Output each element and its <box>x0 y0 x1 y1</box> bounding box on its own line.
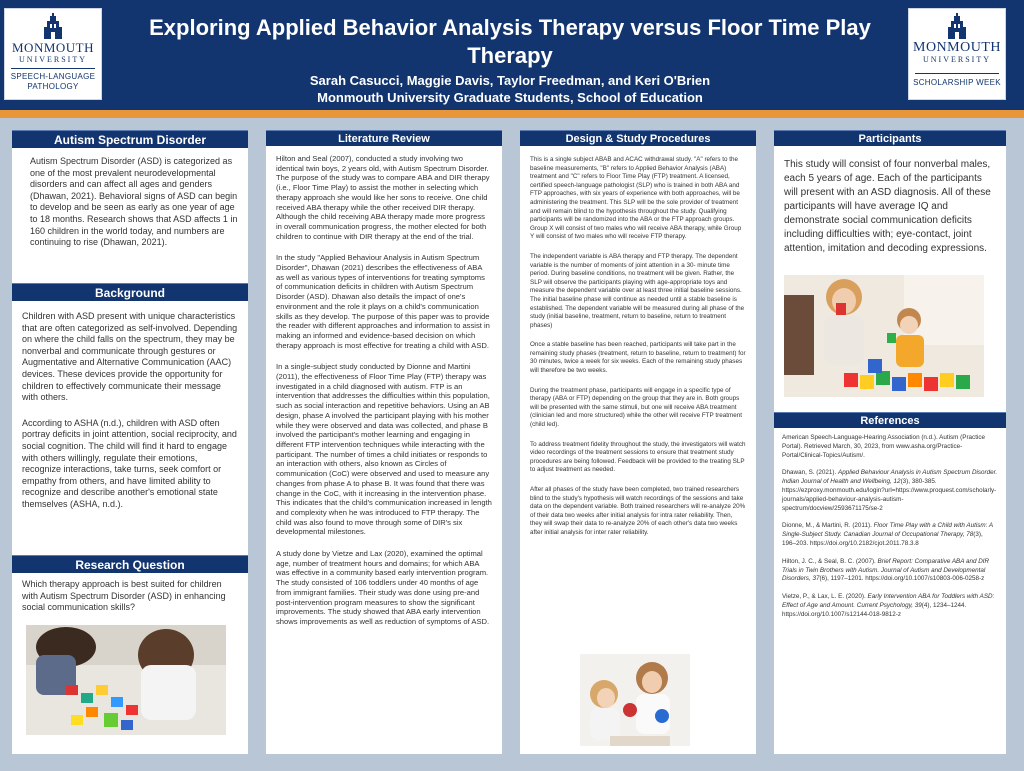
poster-authors: Sarah Casucci, Maggie Davis, Taylor Freedman, and Keri O'Brien <box>309 73 711 88</box>
poster-title: Exploring Applied Behavior Analysis Therapy versus Floor Time Play Therapy <box>149 15 871 68</box>
section-heading-literature-review: Literature Review <box>266 130 502 146</box>
design-paragraph-4: During the treatment phase, participants will engage in a specific type of therapy (ABA or FTP) depending on the group that they are in. Both groups will be presented with the same stimuli, but one will receive ABA treatment (clinician led and more structured) while the other will receive FTP treatment (child led). <box>530 386 742 429</box>
monmouth-scholarship-week-logo <box>908 8 1006 100</box>
background-paragraph-1: Children with ASD present with unique characteristics that are often categorized as self-involved. Depending on where the child falls on the spectrum, they may be nonverbal and communicate through gestures or Augmentative and Alternative Communication (AAC) devices. These devices provide the opportunity for children to effectively communicate their message with others. <box>22 311 238 403</box>
reference-2: Dhawan, S. (2021). Applied Behaviour Analysis in Autism Spectrum Disorder. Indian Journal of Health and Wellbeing, 12(3), 380-385. https://ezproxy.monmouth.edu/login?url=https://www.proquest.com/scholarly-journals/applied-behaviour-analysis-autism-spectrum/docview/2593671175/se-2 <box>782 469 998 512</box>
monmouth-slp-logo <box>4 8 102 100</box>
section-heading-background: Background <box>12 283 248 301</box>
background-paragraph-2: According to ASHA (n.d.), children with ASD often portray deficits in joint attention, social reciprocity, and social cognition. The child will find it hard to engage with others willingly, regulate their emotions, recognize interactions, take turns, seek comfort or empathy from others, and have limited ability to recognize and describe another's emotional state themselves (ASHA, n.d.). <box>22 417 237 509</box>
design-paragraph-2: The independent variable is ABA therapy and FTP therapy. The dependent variable is the number of moments of joint attention in a 30- minute time period. During baseline conditions, no treatment will be given. Rather, the SLP will observe the participants playing with age-appropriate toys and measure the dependent variable over at least three initial baseline sessions. The initial baseline phase will continue as needed until a stable baseline is established. The dependent variable will be measured during all phase of the study (initial baseline, treatment, return to baseline, return to treatment phases) <box>530 252 745 329</box>
design-paragraph-5: To address treatment fidelity throughout the study, the investigators will watch video recordings of the treatment sessions to ensure that treatment study procedures are being followed. Feedback will be provided to the treating SLP to adjust treatment as needed. <box>530 440 746 474</box>
section-heading-research-question: Research Question <box>12 555 248 573</box>
reference-1: American Speech-Language-Hearing Association (n.d.). Autism (Practice Portal). Retrieved March, 30, 2023, from www.asha.org/Practice-Portal/Clinical-Topics/Autism/. <box>782 434 986 459</box>
section-heading-asd: Autism Spectrum Disorder <box>12 130 248 148</box>
mother-child-blocks-photo <box>784 275 984 397</box>
logo-divider <box>915 73 999 74</box>
logo-name: MONMOUTH <box>913 40 1001 55</box>
column-2 <box>266 130 502 754</box>
university-tower-icon <box>42 13 64 39</box>
research-question-text: Which therapy approach is best suited for children with Autism Spectrum Disorder (ASD) in enhancing social communication skills? <box>22 579 226 613</box>
literature-paragraph-3: In a single-subject study conducted by Dionne and Martini (2011), the effectiveness of Floor Time Play (FTP) therapy was investigated in a child diagnosed with autism. FTP is an intervention that addresses the difficulties within this population, such as social interaction and repetitive behaviors. Using an AB design, phase A involved the participant playing with his mother while they were observed and data was collected, and phase B involved the participant's mother learning and engaging in different FTP intervention techniques while interacting with the participant. The number of times a child initiates or responds to an interaction with others, also known as Circles of communication (CoC) were observed and used to measure any changes from phase A to phase B. It was found that there was change in the CoC, with it increasing in the intervention phase. This indicates that the child's communication increased in length and complexity when he was introduced to FTP therapy. The child was also found to move through some of DIR's six developmental milestones. <box>276 362 492 537</box>
reference-3: Dionne, M., & Martini, R. (2011). Floor Time Play with a Child with Autism: A Single-Subject Study. Canadian Journal of Occupational Therapy, 78(3), 196–203. https://doi.org/10.2182/cjot.2011.78.3.8 <box>782 522 993 547</box>
literature-paragraph-4: A study done by Vietze and Lax (2020), examined the optimal age, number of treatment hours and domains; for which ABA was effective in a community based early intervention program. The study consisted of 106 toddlers under 40 months of age from immigrant families. Their study was done using pre-and post-intervention program measures to show the significant improvements. The study showed that ABA early intervention shows improvements as well as reduction of symptoms of ASD. <box>276 549 490 626</box>
poster-affiliation: Monmouth University Graduate Students, School of Education <box>317 90 703 105</box>
logo-university: UNIVERSITY <box>923 55 991 64</box>
section-heading-references: References <box>774 412 1006 428</box>
column-4 <box>774 130 1006 754</box>
participants-text: This study will consist of four nonverbal males, each 5 years of age. Each of the participants will present with an ASD diagnosis. All of these participants will have average IQ and demonstrate social communication deficits including difficulties with; eye-contact, joint attention, imitation and decoding expressions. <box>784 159 991 254</box>
background-body <box>12 301 248 555</box>
design-body <box>520 146 756 550</box>
logo-sub-line-1: SPEECH-LANGUAGE <box>10 72 96 81</box>
university-tower-icon <box>946 13 968 39</box>
section-heading-participants: Participants <box>774 130 1006 146</box>
literature-paragraph-1: Hilton and Seal (2007), conducted a study involving two identical twin boys, 2 years old, with Autism Spectrum Disorder. The purpose of the study was to compare ABA and DIR therapy (i.e., Floor Time Play) to assist the mother in selecting which therapy approach she would like her sons to receive. One child received ABA therapy while the other received DIR therapy. Although the child receiving ABA therapy made more progress in overall communication progress, the mother elected for both children to continue with DIR therapy at the end of the trial. <box>276 154 490 241</box>
therapist-child-photo <box>580 654 690 746</box>
asd-text: Autism Spectrum Disorder (ASD) is categorized as one of the most prevalent neurodevelopmental disorders and can affect all ages and genders (Dhawan, 2021). Behavioral signs of ASD can begin to develop and be seen as early as one year of age to 18 months. Research shows that ASD affects 1 in 160 children in the world today, and numbers are continuing to rise (Dhawan, 2021). <box>30 156 238 248</box>
logo-name: MONMOUTH <box>12 40 94 55</box>
design-paragraph-1: This is a single subject ABAB and ACAC withdrawal study. "A" refers to the baseline measurements, "B" refers to Applied Behavior Analysis (ABA) treatment and "C" refers to Floor Time Play (FTP) treatment. A licensed, certified speech-language pathologist (SLP) who is trained in both ABA and FTP approaches, with six years of experience with both approaches, will be administering the treatment. This SLP will be the sole provider of treatment and will remain blind to the hypothesis throughout the study. Qualifying participants will be randomized into the ABA or the FTP approach groups. Group X will consist of two males who will receive ABA therapy, while Group Y will consist of two males who will receive FTP therapy. <box>530 156 742 241</box>
literature-paragraph-2: In the study "Applied Behaviour Analysis in Autism Spectrum Disorder", Dhawan (2021) describes the effectiveness of ABA as well as various types of interventions for treating symptoms of communication deficits in children with Autism Spectrum Disorder (ASD). Dhawan also details the impact of one's environment and the role it plays on a child's communication skills as they develop. The purpose of this paper was to provide the reader with different approaches and information to assist in making an informed and evidence-based decision on which therapy approach is most effective for treating a child with ASD. <box>276 253 490 350</box>
header-accent-stripe <box>0 110 1024 118</box>
children-playing-blocks-photo <box>26 625 226 735</box>
references-list <box>774 428 1006 635</box>
reference-4: Hilton, J. C., & Seal, B. C. (2007). Brief Report: Comparative ABA and DIR Trials in Twin Brothers with Autism. Journal of Autism and Developmental Disorders, 37(6), 1197–1201. https://doi.org/10.1007/s10803-006-0258-z <box>782 557 990 583</box>
design-paragraph-6: After all phases of the study have been completed, two trained researchers blind to the study's hypothesis will watch recordings of the sessions and take data on the dependent variable. Both trained researchers will re-analyze 20% of their data two weeks after initial analysis for intra rater reliability. Then, they will swap their data to re-analyze 20% of each other's data two weeks after initial analysis for inter rater reliability. <box>530 486 746 536</box>
logo-sub-line-2: PATHOLOGY <box>27 82 79 91</box>
design-paragraph-3: Once a stable baseline has been reached, participants will take part in the remaining study phases (treatment, return to baseline, return to treatment) for 30 minutes, twice a week for six weeks. Each of the remaining study phases will therefore be two weeks. <box>530 341 746 375</box>
logo-university: UNIVERSITY <box>19 55 87 64</box>
logo-divider <box>11 68 95 69</box>
reference-5: Vietze, P., & Lax, L. E. (2020). Early Intervention ABA for Toddlers with ASD: Effect of Age and Amount. Current Psychology, 39(4), 1234–1244. https://doi.org/10.1007/s12144-018-9812-z <box>782 593 995 618</box>
section-heading-design: Design & Study Procedures <box>520 130 756 146</box>
literature-body <box>266 146 502 639</box>
logo-sub-line-1: SCHOLARSHIP WEEK <box>913 78 1001 87</box>
